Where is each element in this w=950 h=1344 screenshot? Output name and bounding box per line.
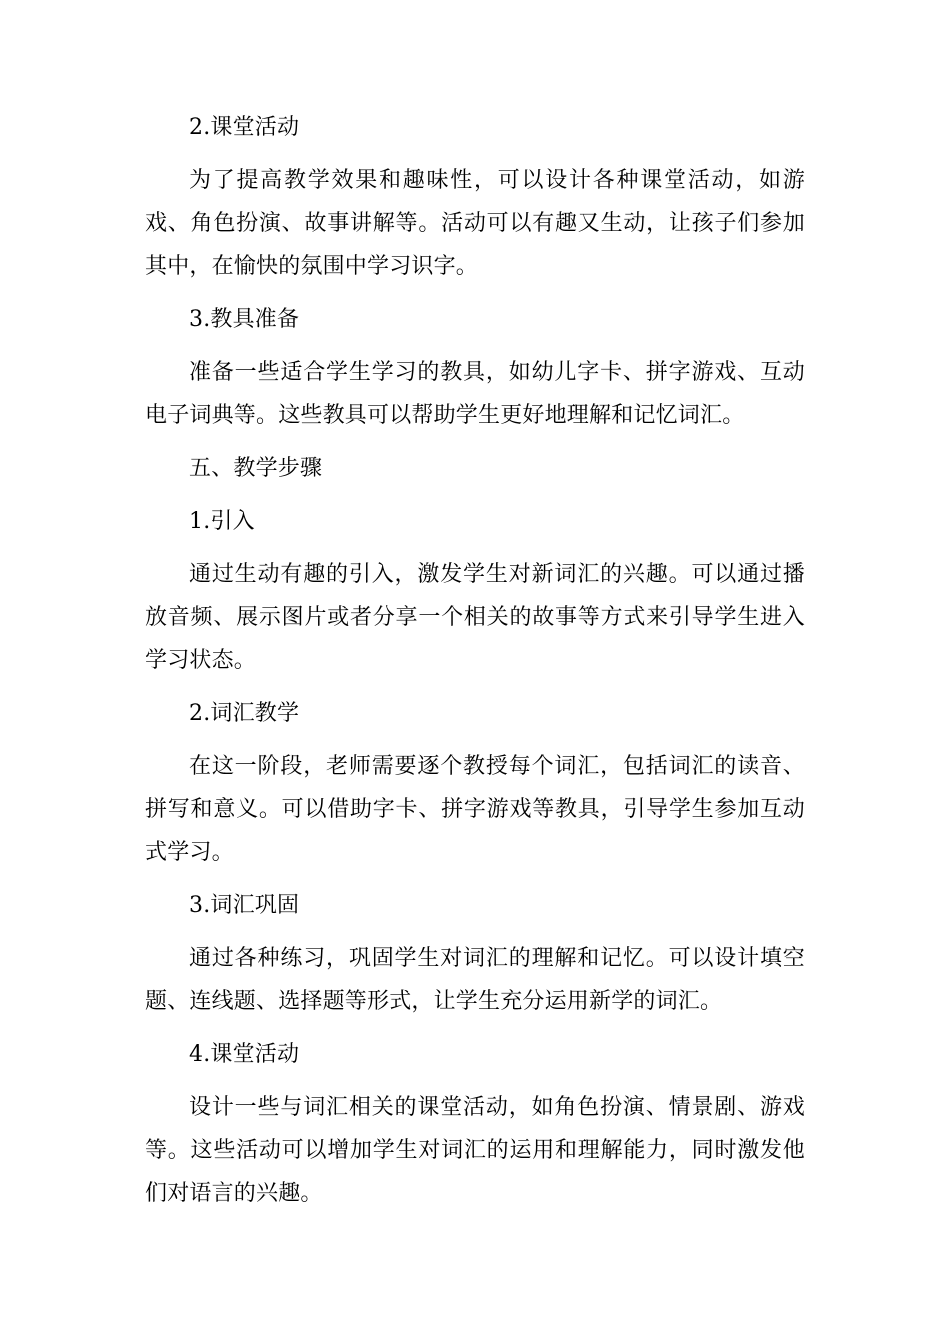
section-heading: 3.教具准备 xyxy=(189,307,300,332)
paragraph: 在这一阶段，老师需要逐个教授每个词汇，包括词汇的读音、拼写和意义。可以借助字卡、拼字游戏等教具，引导学生参加互动式学习。 xyxy=(145,754,805,865)
paragraph: 为了提高教学效果和趣味性，可以设计各种课堂活动，如游戏、角色扮演、故事讲解等。活动可以有趣又生动，让孩子们参加其中，在愉快的氛围中学习识字。 xyxy=(145,168,805,279)
section-heading: 4.课堂活动 xyxy=(189,1042,300,1067)
section-heading: 1.引入 xyxy=(189,509,255,534)
paragraph: 通过生动有趣的引入，激发学生对新词汇的兴趣。可以通过播放音频、展示图片或者分享一个相关的故事等方式来引导学生进入学习状态。 xyxy=(145,562,805,673)
section-heading: 3.词汇巩固 xyxy=(189,893,300,918)
paragraph: 准备一些适合学生学习的教具，如幼儿字卡、拼字游戏、互动电子词典等。这些教具可以帮助学生更好地理解和记忆词汇。 xyxy=(145,360,805,428)
document-body xyxy=(145,106,805,1225)
chapter-heading: 五、教学步骤 xyxy=(189,456,323,481)
paragraph: 设计一些与词汇相关的课堂活动，如角色扮演、情景剧、游戏等。这些活动可以增加学生对词汇的运用和理解能力，同时激发他们对语言的兴趣。 xyxy=(145,1095,805,1206)
paragraph: 通过各种练习，巩固学生对词汇的理解和记忆。可以设计填空题、连线题、选择题等形式，让学生充分运用新学的词汇。 xyxy=(145,946,805,1014)
section-heading: 2.词汇教学 xyxy=(189,701,300,726)
section-heading: 2.课堂活动 xyxy=(189,115,300,140)
